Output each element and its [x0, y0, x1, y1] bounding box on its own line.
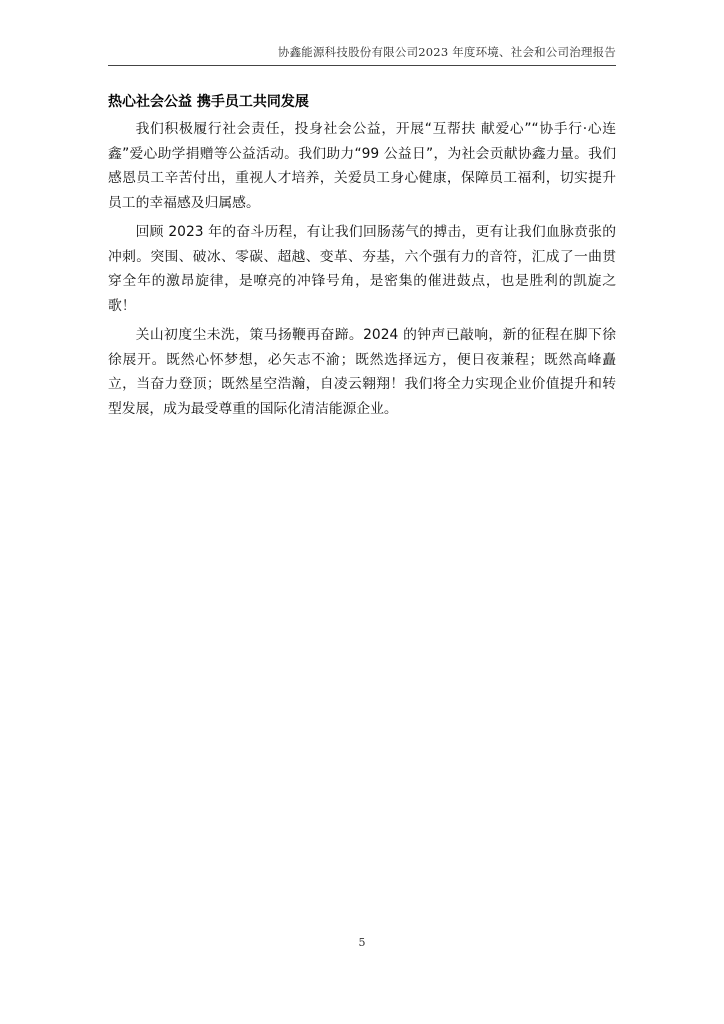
running-header: 协鑫能源科技股份有限公司2023 年度环境、社会和公司治理报告	[108, 44, 616, 66]
paragraph-outlook: 关山初度尘未洗，策马扬鞭再奋蹄。2024 的钟声已敲响，新的征程在脚下徐徐展开。既然心怀梦想，必矢志不渝；既然选择远方，便日夜兼程；既然高峰矗立，当奋力登顶；既然星空浩瀚，自凌云翱翔！我们将全力实现企业价值提升和转型发展，成为最受尊重的国际化清洁能源企业。	[108, 327, 616, 417]
main-content	[108, 91, 616, 426]
paragraph-year-review: 回顾 2023 年的奋斗历程，有让我们回肠荡气的搏击，更有让我们血脉贲张的冲刺。突围、破冰、零碳、超越、变革、夯基，六个强有力的音符，汇成了一曲贯穿全年的激昂旋律，是嘹亮的冲锋号角，是密集的催进鼓点，也是胜利的凯旋之歌！	[108, 224, 616, 314]
section-heading: 热心社会公益 携手员工共同发展	[108, 94, 309, 110]
page-number: 5	[358, 936, 366, 949]
paragraph-social-responsibility: 我们积极履行社会责任，投身社会公益，开展“互帮扶 献爱心”“协手行·心连鑫”爱心助学捐赠等公益活动。我们助力“99 公益日”，为社会贡献协鑫力量。我们感恩员工辛苦付出，重视人才培养，关爱员工身心健康，保障员工福利，切实提升员工的幸福感及归属感。	[108, 121, 616, 211]
